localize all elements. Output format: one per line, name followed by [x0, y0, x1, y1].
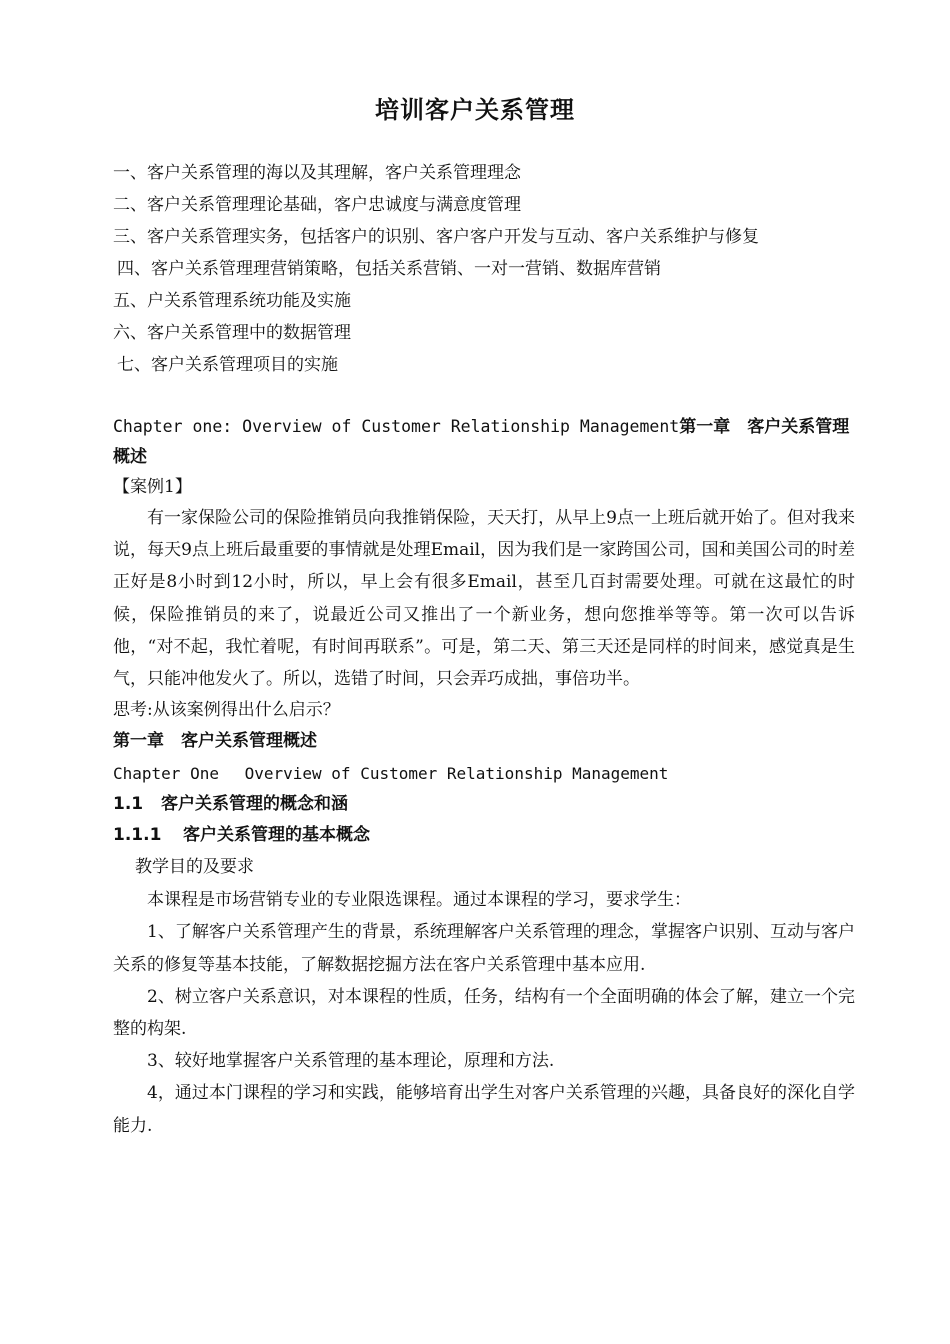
subsection-heading	[113, 820, 855, 851]
toc-item: 七、客户关系管理项目的实施	[117, 355, 338, 375]
toc-item: 五、户关系管理系统功能及实施	[113, 291, 351, 311]
toc-item: 三、客户关系管理实务，包括客户的识别、客户客户开发与互动、客户关系维护与修复	[113, 227, 759, 247]
chapter-heading-chinese: 第一章 客户关系管理概述	[113, 417, 850, 467]
chapter-heading-english: Chapter one: Overview of Customer Relationship Management	[113, 417, 680, 436]
subsection-number: 1.1.1	[113, 825, 162, 846]
section-heading	[113, 789, 855, 820]
case-paragraph: 有一家保险公司的保险推销员向我推销保险，天天打，从早上9点一上班后就开始了。但对我来说，每天9点上班后最重要的事情就是处理Email，因为我们是一家跨国公司，国和美国公司的时差正好是8小时到12小时，所以，早上会有很多Email，甚至几百封需要处理。可就在这最忙的时候，保险推销员的来了，说最近公司又推出了一个新业务，想向您推举等等。第一次可以告诉他，“对不起，我忙着呢，有时间再联系”。可是，第二天、第三天还是同样的时间来，感觉真是生气，只能冲他发火了。所以，选错了时间，只会弄巧成拙，事倍功半。	[113, 508, 855, 690]
document-body	[113, 412, 855, 1142]
goal-paragraph: 4，通过本门课程的学习和实践，能够培育出学生对客户关系管理的兴趣，具备良好的深化自学能力.	[113, 1083, 855, 1136]
toc-item: 四、客户关系管理理营销策略，包括关系营销、一对一营销、数据库营销	[117, 259, 661, 279]
toc-item: 一、客户关系管理的海以及其理解，客户关系管理理念	[113, 163, 521, 183]
section-number: 1.1	[113, 794, 144, 815]
teaching-objectives-label: 教学目的及要求	[135, 857, 254, 878]
section-title: 客户关系管理的概念和涵	[161, 794, 348, 815]
chapter-heading	[113, 412, 855, 472]
goal-paragraph: 2、树立客户关系意识，对本课程的性质，任务，结构有一个全面明确的体会了解，建立一个完整的构架.	[113, 986, 855, 1040]
toc-item: 二、客户关系管理理论基础，客户忠诚度与满意度管理	[113, 195, 521, 215]
subsection-title: 客户关系管理的基本概念	[183, 825, 370, 846]
goal-paragraph: 3、较好地掌握客户关系管理的基本理论，原理和方法.	[147, 1051, 555, 1072]
reflection-question: 思考:从该案例得出什么启示？	[113, 700, 340, 721]
intro-paragraph: 本课程是市场营销专业的专业限选课程。通过本课程的学习，要求学生：	[147, 890, 691, 911]
chapter-title-chinese: 第一章 客户关系管理概述	[113, 731, 317, 752]
chapter-title-english: Chapter One Overview of Customer Relationship Management	[113, 764, 669, 784]
toc-item: 六、客户关系管理中的数据管理	[113, 323, 351, 343]
table-of-contents	[113, 160, 873, 384]
case-label: 【案例1】	[113, 477, 192, 497]
goal-paragraph: 1、了解客户关系管理产生的背景，系统理解客户关系管理的理念，掌握客户识别、互动与客户关系的修复等基本技能，了解数据挖掘方法在客户关系管理中基本应用.	[113, 922, 855, 975]
document-title: 培训客户关系管理	[375, 96, 575, 124]
